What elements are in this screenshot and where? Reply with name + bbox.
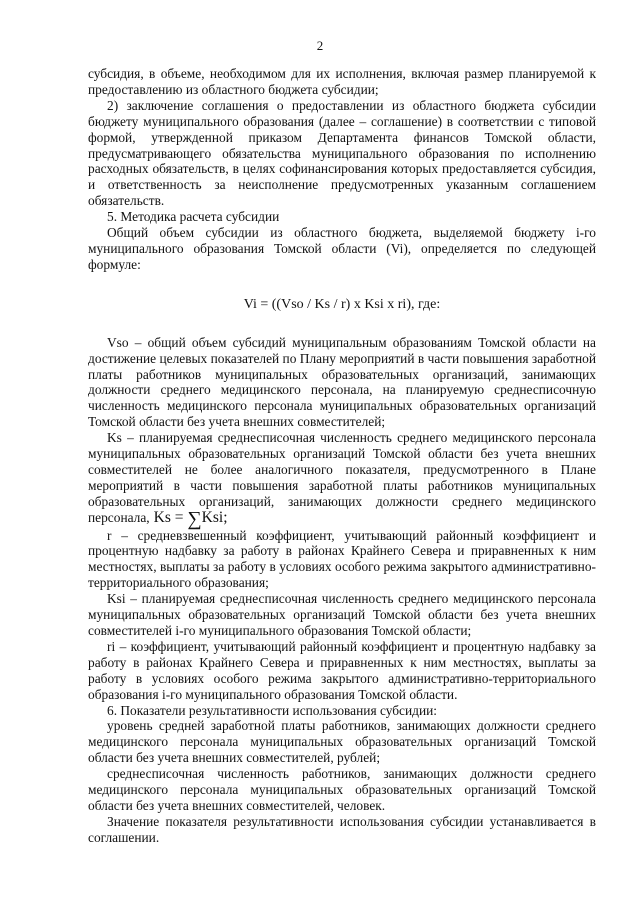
definition-ks-text: Ks – планируемая среднесписочная численность среднего медицинского персонала муниципальных образовательных организаций Томской области без учета внешних совместителей не более аналогичного показателя, предусмотренного в Плане мероприятий в части повышения заработной платы работников муниципальных образовательных организаций, занимающих должности среднего медицинского персонала, (88, 430, 596, 525)
paragraph-agreement: 2) заключение соглашения о предоставлении из областного бюджета субсидии бюджету муниципального образования (далее – соглашение) в соответствии с типовой формой, утвержденной приказом Департамента финансов Томской области, предусматривающего обязательства муниципального образования по исполнению расходных обязательств, в целях софинансирования которых предоставляется субсидия, и ответственность за неисполнение предусмотренных указанным соглашением обязательств. (88, 97, 596, 209)
section-6-heading: 6. Показатели результативности использования субсидии: (107, 702, 438, 718)
indicator-salary-level: уровень средней заработной платы работников, занимающих должности среднего медицинского персонала муниципальных образовательных организаций Томской области без учета внешних совместителей, рублей; (88, 718, 596, 766)
definition-vso: Vso – общий объем субсидий муниципальным образованиям Томской области на достижение целевых показателей по Плану мероприятий в части повышения заработной платы работников муниципальных образовательных организаций, занимающих должности среднего медицинского персонала, на планируемую среднесписочную численность медицинского персонала муниципальных образовательных организаций Томской области без учета внешних совместителей; (88, 334, 596, 430)
paragraph-formula-intro: Общий объем субсидии из областного бюджета, выделяемой бюджету i-го муниципального образования Томской области (Vi), определяется по следующей формуле: (88, 225, 596, 272)
indicator-headcount: среднесписочная численность работников, занимающих должности среднего медицинского персонала муниципальных образовательных организаций Томской области без учета внешних совместителей, человек. (88, 766, 596, 813)
ks-formula-end: ; (223, 508, 228, 526)
definition-ri: ri – коэффициент, учитывающий районный коэффициент и процентную надбавку за работу в районах Крайнего Севера и приравненных к ним местностях, выплаты за работу в условиях особого режима закрытого административно-территориального образования i-го муниципального образования Томской области. (88, 638, 596, 702)
paragraph-final: Значение показателя результативности использования субсидии устанавливается в соглашении. (88, 813, 596, 845)
definition-r: r – средневзвешенный коэффициент, учитывающий районный коэффициент и процентную надбавку за работу в районах Крайнего Севера и приравненных к ним местностях, выплаты за работу в условиях особого режима закрытого административно-территориального образования; (88, 527, 596, 591)
document-body (88, 66, 596, 846)
ks-formula-rhs: Ksi (201, 508, 224, 526)
section-5-heading: 5. Методика расчета субсидии (107, 209, 280, 225)
definition-ksi: Ksi – планируемая среднесписочная численность среднего медицинского персонала муниципальных образовательных организаций Томской области без учета внешних совместителей i-го муниципального образования Томской области; (88, 591, 596, 638)
main-formula: Vi = ((Vso / Ks / r) x Ksi x ri), где: (243, 296, 441, 312)
ks-formula-lhs: Ks = (153, 508, 184, 526)
page-number: 2 (316, 38, 324, 53)
ks-sum-formula (153, 507, 228, 530)
paragraph-subsidy-volume: субсидия, в объеме, необходимом для их исполнения, включая размер планируемой к предоставлению из областного бюджета субсидии; (88, 66, 596, 97)
sigma-symbol: ∑ (187, 507, 202, 530)
definition-ks (88, 430, 596, 530)
